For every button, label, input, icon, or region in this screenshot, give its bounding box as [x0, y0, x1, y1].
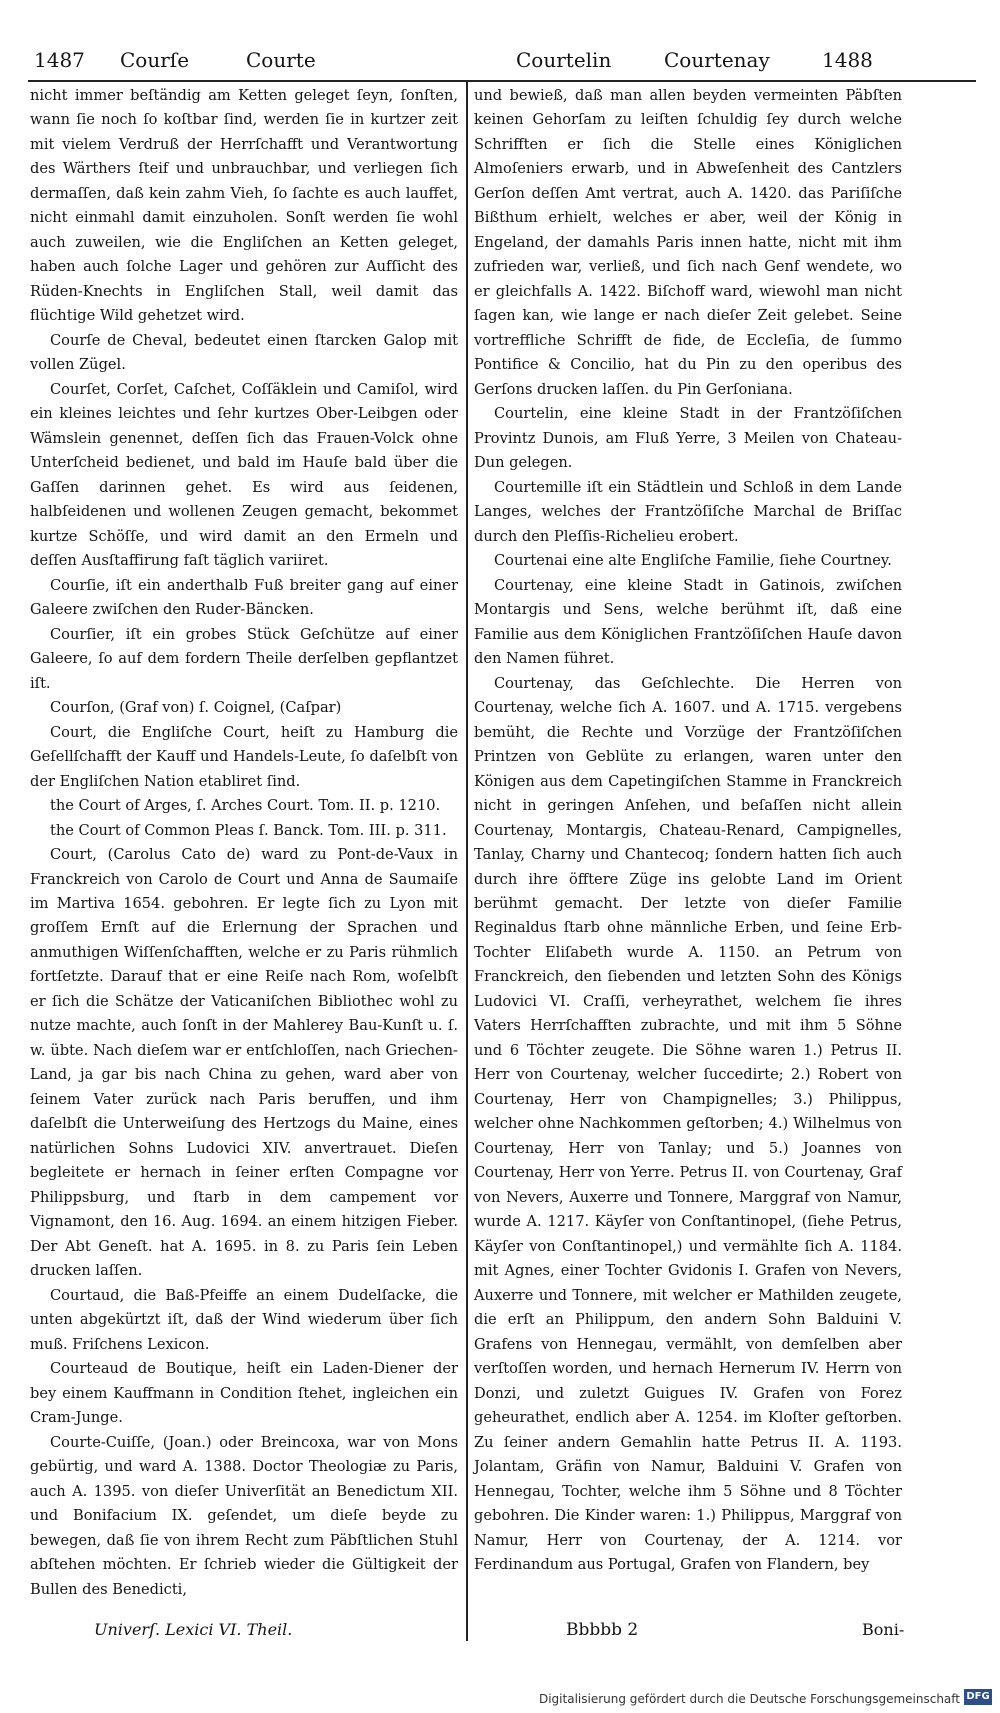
- footer-volume: Univerſ. Lexici VI. Theil.: [94, 1620, 293, 1639]
- entry-courtenai: Courtenai eine alte Engliſche Familie, ſiehe Courtney.: [494, 552, 892, 570]
- header-headword-2: Courte: [246, 48, 316, 72]
- right-column: [474, 84, 902, 1578]
- entry-court: Court, die Engliſche Court, heiſt zu Hamburg die Geſellſchafft der Kauff und Handels-Leute, ſo daſelbſt von der Engliſchen Nation etabliret ſind.: [30, 723, 458, 790]
- left-column: [30, 84, 458, 1602]
- entry-courson: Courſon, (Graf von) ſ. Coignel, (Caſpar): [50, 699, 342, 717]
- entry-court-of-common-pleas: the Court of Common Pleas ſ. Banck. Tom. III. p. 311.: [50, 821, 447, 839]
- entry-continuation: nicht immer beſtändig am Ketten geleget ſeyn, ſonſten, wann ſie noch ſo koſtbar ſind, werden ſie in kurtzer zeit mit vielem Verdruß der Herrſchafft und Verantwortung des Wärthers ſteif und unbrauchbar, und verliegen ſich dermaſſen, daß kein zahm Vieh, ſo ſachte es auch lauffet, nicht einmahl damit einzuholen. Sonſt werden ſie wohl auch zuweilen, wie die Engliſchen an Ketten geleget, haben auch ſolche Lager und gehören zur Aufſicht des Rüden-Knechts in Engliſchen Stall, weil damit das flüchtige Wild gehetzet wird.: [30, 87, 458, 325]
- entry-continuation: und bewieß, daß man allen beyden vermeinten Päbſten keinen Gehorſam zu leiſten ſchuldig ſey durch welche Schrifften er ſich die Stelle eines Königlichen Almoſeniers erwarb, und in Abweſenheit des Cantzlers Gerſon deſſen Amt vertrat, auch A. 1420. das Pariſiſche Bißthum erhielt, welches er aber, weil der König in Engeland, der damahls Paris innen hatte, nicht mit ihm zufrieden war, verließ, und ſich nach Genf wendete, wo er gleichfalls A. 1422. Biſchoff ward, wiewohl man nicht ſagen kan, wie lange er nach dieſer Zeit gelebet. Seine vortreffliche Schrifft de fide, de Eccleſia, de ſummo Pontifice & Concilio, hat du Pin zu den operibus des Gerſons drucken laſſen. du Pin Gerſoniana.: [474, 87, 902, 398]
- entry-courteaud: Courteaud de Boutique, heiſt ein Laden-Diener der bey einem Kauffmann in Condition ſtehet, ingleichen ein Cram-Junge.: [30, 1360, 458, 1427]
- entry-courte-cuisse: Courte-Cuiſſe, (Joan.) oder Breincoxa, war von Mons gebürtig, und ward A. 1388. Doctor Theologiæ zu Paris, auch A. 1395. von dieſer Univerſität an Benedictum XII. und Bonifacium IX. geſendet, um dieſe beyde zu bewegen, daß ſie von ihrem Recht zum Päbſtlichen Stuhl abſtehen möchten. Er ſchrieb wieder die Gültigkeit der Bullen des Benedicti,: [30, 1433, 458, 1598]
- header-headword-4: Courtenay: [664, 48, 770, 72]
- entry-courtaud: Courtaud, die Baß-Pfeiffe an einem Dudelſacke, die unten abgekürtzt iſt, daß der Wind wiederum über ſich muß. Friſchens Lexicon.: [30, 1286, 458, 1353]
- page-number-left: 1487: [34, 48, 85, 72]
- header-rule: [28, 80, 976, 82]
- footer-signature: Bbbbb 2: [566, 1620, 639, 1640]
- entry-courtenay-family: Courtenay, das Geſchlechte. Die Herren von Courtenay, welche ſich A. 1607. und A. 1715. vergebens bemüht, die Rechte und Vorzüge der Frantzöſiſchen Printzen von Geblüte zu erlangen, waren unter den Königen aus dem Capetingiſchen Stamme in Franckreich nicht in geringen Anſehen, und beſaſſen nicht allein Courtenay, Montargis, Chateau-Renard, Campignelles, Tanlay, Charny und Chantecoq; ſondern hatten ſich auch durch ihre öfftere Züge ins gelobte Land im Orient berühmt gemacht. Der letzte von dieſer Familie Reginaldus ſtarb ohne männliche Erben, und ſeine Erb-Tochter Eliſabeth wurde A. 1150. an Petrum von Franckreich, den ſiebenden und letzten Sohn des Königs Ludovici VI. Craſſi, verheyrathet, welchem ſie ihres Vaters Herrſchafften zubrachte, und mit ihm 5 Söhne und 6 Töchter zeugete. Die Söhne waren 1.) Petrus II. Herr von Courtenay, welcher ſuccedirte; 2.) Robert von Courtenay, Herr von Champignelles; 3.) Philippus, welcher ohne Nachkommen geſtorben; 4.) Wilhelmus von Courtenay, Herr von Tanlay; und 5.) Joannes von Courtenay, Herr von Yerre. Petrus II. von Courtenay, Graf von Nevers, Auxerre und Tonnere, Marggraf von Namur, wurde A. 1217. Käyſer von Conſtantinopel, (ſiehe Petrus, Käyſer von Conſtantinopel,) und vermählte ſich A. 1184. mit Agnes, einer Tochter Gvidonis I. Grafen von Nevers, Auxerre und Tonnere, mit welcher er Mathilden zeugete, die erſt an Philippum, den andern Sohn Balduini V. Grafens von Hennegau, vermählt, von demſelben aber verſtoſſen worden, und hernach Hernerum IV. Herrn von Donzi, und zuletzt Guigues IV. Grafen von Forez geheurathet, endlich aber A. 1254. im Kloſter geſtorben. Zu ſeiner andern Gemahlin hatte Petrus II. A. 1193. Jolantam, Gräfin von Namur, Balduini V. Grafen von Hennegau, Tochter, welche ihm 5 Söhne und 8 Töchter gebohren. Die Kinder waren: 1.) Philippus, Marggraf von Namur, Herr von Courtenay, der A. 1214. vor Ferdinandum aus Portugal, Grafen von Flandern, bey: [474, 674, 902, 1574]
- digitization-credit: Digitalisierung gefördert durch die Deutsche Forschungsgemeinschaft: [538, 1692, 960, 1706]
- entry-courtenay-town: Courtenay, eine kleine Stadt in Gatinois, zwiſchen Montargis und Sens, welche berühmt iſt, daß eine Familie aus dem Königlichen Frantzöſiſchen Hauſe davon den Namen führet.: [474, 576, 902, 668]
- header-headword-1: Courſe: [120, 48, 190, 72]
- dfg-logo: DFG: [964, 1689, 992, 1705]
- header-headword-3: Courtelin: [516, 48, 612, 72]
- entry-courtemille: Courtemille iſt ein Städtlein und Schloß in dem Lande Langes, welches der Frantzöſiſche Marchal de Briſſac durch den Pleſſis-Richelieu erobert.: [474, 478, 902, 545]
- footer-catchword: Boni-: [862, 1620, 905, 1639]
- entry-coursie: Courſie, iſt ein anderthalb Fuß breiter gang auf einer Galeere zwiſchen den Ruder-Bäncken.: [30, 576, 458, 619]
- page-number-right: 1488: [822, 48, 873, 72]
- entry-courset: Courſet, Corſet, Caſchet, Coſſäklein und Camiſol, wird ein kleines leichtes und ſehr kurtzes Ober-Leibgen oder Wämslein genennet, deſſen ſich das Frauen-Volck ohne Unterſcheid bedienet, und bald im Hauſe bald über die Gaſſen darinnen gehet. Es wird aus ſeidenen, halbſeidenen und wollenen Zeugen gemacht, bekommet kurtze Schöſſe, und wird damit an den Ermeln und deſſen Ausſtaffirung faſt täglich variiret.: [30, 380, 458, 570]
- entry-coursier: Courſier, iſt ein grobes Stück Geſchütze auf einer Galeere, ſo auf dem fordern Theile derſelben gepflantzet iſt.: [30, 625, 458, 692]
- entry-court-carolus: Court, (Carolus Cato de) ward zu Pont-de-Vaux in Franckreich von Carolo de Court und Anna de Saumaiſe im Martiva 1654. gebohren. Er legte ſich zu Lyon mit groſſem Ernſt auf die Erlernung der Sprachen und anmuthigen Wiſſenſchafften, welche er zu Paris rühmlich fortſetzte. Darauf that er eine Reiſe nach Rom, woſelbſt er ſich die Schätze der Vaticaniſchen Bibliothec wohl zu nutze machte, auch ſonſt in der Mahlerey Bau-Kunſt u. ſ. w. übte. Nach dieſem war er entſchloſſen, nach Griechen-Land, ja gar bis nach China zu gehen, ward aber von ſeinem Vater zurück nach Paris beruffen, und ihm daſelbſt die Unterweiſung des Hertzogs du Maine, eines natürlichen Sohns Ludovici XIV. anvertrauet. Dieſen begleitete er hernach in ſeiner erſten Compagne vor Philippsburg, und ſtarb in dem campement vor Vignamont, den 16. Aug. 1694. an einem hitzigen Fieber. Der Abt Geneſt. hat A. 1695. in 8. zu Paris ſein Leben drucken laſſen.: [30, 846, 458, 1280]
- entry-course-de-cheval: Courſe de Cheval, bedeutet einen ſtarcken Galop mit vollen Zügel.: [30, 331, 458, 374]
- entry-court-of-arges: the Court of Arges, ſ. Arches Court. Tom. II. p. 1210.: [50, 797, 441, 815]
- entry-courtelin: Courtelin, eine kleine Stadt in der Frantzöſiſchen Provintz Dunois, am Fluß Yerre, 3 Meilen von Chateau-Dun gelegen.: [474, 405, 902, 472]
- column-divider: [466, 80, 468, 1641]
